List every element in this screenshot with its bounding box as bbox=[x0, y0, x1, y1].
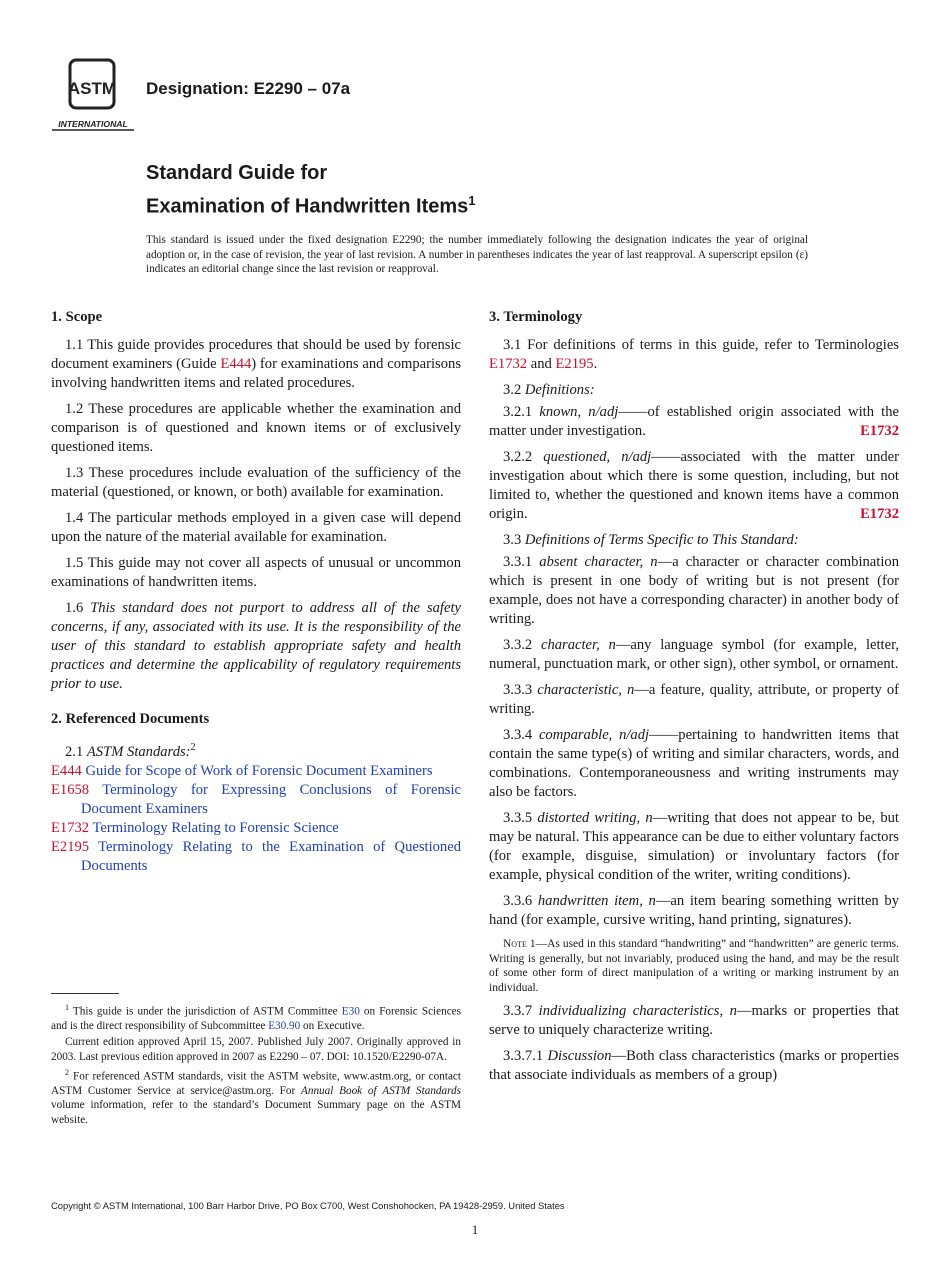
paragraph-1-2: 1.2 These procedures are applicable whether the examination and comparison is of questioned and known items or of exclusively questioned items. bbox=[51, 401, 461, 455]
definition-questioned bbox=[489, 448, 899, 524]
term: handwritten item, n bbox=[537, 893, 656, 909]
reference-code[interactable]: E444 bbox=[51, 762, 82, 779]
text: 3.2.2 bbox=[503, 449, 544, 465]
text: on Forensic Sciences and is the direct responsibility of Subcommittee bbox=[51, 1005, 461, 1033]
text: —a feature, quality, attribute, or property of writing. bbox=[489, 682, 899, 717]
definition-character bbox=[489, 636, 899, 674]
text: ——of established origin associated with the matter under investigation. bbox=[489, 404, 899, 439]
definition-comparable bbox=[489, 726, 899, 802]
definition-distorted-writing bbox=[489, 809, 899, 885]
text: This standard does not purport to address all of the safety concerns, if any, associated with its use. It is the responsibility of the user of this standard to establish appropriate safety and health practices and determine the applicability of regulatory requirements prior to use. bbox=[51, 600, 461, 692]
text: 3.3.2 bbox=[503, 637, 541, 653]
text: —an item bearing something written by hand (for example, cursive writing, hand printing, signatures). bbox=[489, 893, 899, 928]
text: 3.3.5 bbox=[503, 810, 538, 826]
discussion-3-3-7-1 bbox=[489, 1047, 899, 1085]
text: 3.1 For definitions of terms in this guide, refer to Terminologies bbox=[503, 337, 899, 353]
link-e1732[interactable]: E1732 bbox=[489, 356, 528, 372]
section-heading-terminology: 3. Terminology bbox=[489, 309, 583, 325]
footnote-mark: 1 bbox=[65, 1003, 69, 1012]
text: ASTM Standards: bbox=[86, 743, 191, 760]
reference-item[interactable] bbox=[51, 838, 461, 876]
definition-handwritten-item bbox=[489, 892, 899, 930]
definition-absent-character bbox=[489, 553, 899, 629]
footnote-mark: 2 bbox=[65, 1067, 69, 1077]
paragraph-1-4: 1.4 The particular methods employed in a given case will depend upon the nature of the material available for examination. bbox=[51, 510, 461, 545]
text: volume information, refer to the standard’s Document Summary page on the ASTM website. bbox=[51, 1099, 461, 1126]
right-column bbox=[489, 300, 899, 1092]
citation-e1732[interactable]: E1732 bbox=[860, 506, 899, 522]
text: 3.3.6 bbox=[503, 893, 538, 909]
term: known, n/adj bbox=[539, 404, 619, 420]
text: —a character or character combination which is present in one body of writing but is not present (for example, does not have a corresponding character) in another body of writing. bbox=[489, 554, 899, 627]
paragraph-1-3: 1.3 These procedures include evaluation of the sufficiency of the material (questioned, or known, or both) available for examination. bbox=[51, 465, 461, 500]
definition-known bbox=[489, 403, 899, 441]
term: comparable, n/adj bbox=[538, 727, 650, 743]
text: Annual Book of ASTM Standards bbox=[301, 1084, 461, 1097]
section-heading-referenced-documents: 2. Referenced Documents bbox=[51, 711, 210, 727]
citation-e1732[interactable]: E1732 bbox=[860, 423, 899, 439]
text: —Both class characteristics (marks or properties that associate individuals as members of a group) bbox=[489, 1048, 899, 1083]
text: . bbox=[593, 356, 598, 372]
link-e444[interactable]: E444 bbox=[220, 356, 252, 372]
footnote-2 bbox=[51, 1066, 461, 1127]
text: 3.3.7 bbox=[503, 1003, 539, 1019]
text: This guide is under the jurisdiction of ASTM Committee bbox=[69, 1005, 342, 1018]
text: 3.3.3 bbox=[503, 682, 538, 698]
reference-title[interactable]: Terminology for Expressing Conclusions of Forensic Document Examiners bbox=[81, 781, 461, 817]
logo-subtext: INTERNATIONAL bbox=[58, 119, 128, 129]
term: character, n bbox=[540, 637, 616, 653]
paragraph-3-1 bbox=[489, 336, 899, 374]
footnote-1 bbox=[51, 1001, 461, 1033]
reference-code[interactable]: E2195 bbox=[51, 838, 90, 855]
reference-code[interactable]: E1732 bbox=[51, 819, 90, 836]
left-column bbox=[51, 300, 461, 876]
text: 3.3 bbox=[503, 532, 525, 548]
logo-text: ASTM bbox=[67, 79, 117, 98]
text: 3.3.1 bbox=[503, 554, 540, 570]
text: —marks or properties that serve to uniquely characterize writing. bbox=[489, 1003, 899, 1038]
text: on Executive. bbox=[300, 1020, 365, 1033]
text: 3.3.7.1 bbox=[503, 1048, 548, 1064]
title-line-1: Standard Guide for bbox=[146, 162, 328, 184]
text: ) for examinations and comparisons involving handwritten items and related procedures. bbox=[51, 356, 461, 391]
paragraph-3-3 bbox=[489, 531, 899, 550]
footnote-divider bbox=[51, 993, 119, 994]
term: distorted writing, n bbox=[537, 810, 653, 826]
term: Discussion bbox=[547, 1048, 612, 1064]
copyright-notice: Copyright © ASTM International, 100 Barr Harbor Drive, PO Box C700, West Conshohocken, PA 19428-2959. United States bbox=[51, 1200, 565, 1211]
footnotes bbox=[51, 1001, 461, 1129]
reference-item[interactable] bbox=[51, 819, 461, 838]
definition-individualizing-characteristics bbox=[489, 1002, 899, 1040]
footnote-1-edition: Current edition approved April 15, 2007. Published July 2007. Originally approved in 2003. Last previous edition approved in 2007 as E2290 – 07. DOI: 10.1520/E2290-07A. bbox=[51, 1036, 461, 1063]
paragraph-1-5: 1.5 This guide may not cover all aspects of unusual or uncommon examinations of handwritten items. bbox=[51, 555, 461, 590]
text: 1.1 This guide provides procedures that should be used by forensic document examiners (Guide bbox=[51, 337, 461, 372]
reference-title[interactable]: Guide for Scope of Work of Forensic Document Examiners bbox=[81, 762, 433, 779]
astm-logo bbox=[52, 58, 134, 134]
text: —any language symbol (for example, letter, numeral, punctuation mark, or other sign), other symbol, or ornament. bbox=[489, 637, 899, 672]
reference-title[interactable]: Terminology Relating to Forensic Science bbox=[89, 819, 339, 836]
reference-title[interactable]: Terminology Relating to the Examination of Questioned Documents bbox=[81, 838, 461, 874]
title-line-2-text: Examination of Handwritten Items bbox=[146, 195, 469, 218]
term: absent character, n bbox=[539, 554, 658, 570]
text: ——associated with the matter under investigation about which there is some question, including, but not limited to, whether the questioned and known items have a common origin. bbox=[489, 449, 900, 522]
link-e30-90[interactable]: E30.90 bbox=[268, 1020, 301, 1033]
footnote-mark: 2 bbox=[190, 742, 196, 753]
link-e2195[interactable]: E2195 bbox=[555, 356, 594, 372]
section-heading-scope: 1. Scope bbox=[51, 309, 103, 325]
text: 1—As used in this standard “handwriting” and “handwritten” are generic terms. Writing is generally, but not invariably, produced using the hand, and may be the result of some other form of direct manipulation of a writing or marking instrument by an individual. bbox=[489, 938, 899, 994]
reference-item[interactable] bbox=[51, 762, 461, 781]
text: Definitions: bbox=[524, 382, 595, 398]
term: questioned, n/adj bbox=[543, 449, 652, 465]
text: 2.1 bbox=[65, 743, 87, 760]
note-label: Note bbox=[503, 938, 527, 950]
definition-characteristic bbox=[489, 681, 899, 719]
text: 3.3.4 bbox=[503, 727, 539, 743]
paragraph-1-1 bbox=[51, 336, 461, 393]
paragraph-3-2 bbox=[489, 381, 899, 400]
term: individualizing characteristics, n bbox=[538, 1003, 737, 1019]
text: 1.6 bbox=[65, 600, 91, 616]
link-e30[interactable]: E30 bbox=[341, 1005, 360, 1018]
paragraph-2-1 bbox=[51, 738, 461, 762]
reference-item[interactable] bbox=[51, 781, 461, 819]
page-number: 1 bbox=[471, 1222, 479, 1237]
text: —writing that does not appear to be, but may be natural. This appearance can be due to either voluntary factors (for example, disguise, simulation) or involuntary factors (for example, physical condition of the writer, writing conditions). bbox=[489, 810, 899, 883]
title-line-2 bbox=[146, 187, 476, 221]
reference-code[interactable]: E1658 bbox=[51, 781, 90, 798]
document-title bbox=[146, 160, 476, 221]
note-1 bbox=[489, 937, 899, 995]
term: characteristic, n bbox=[537, 682, 635, 698]
text: ——pertaining to handwritten items that contain the same type(s) of writing and similar characters, words, and combinations. Contemporaneousness and writing instruments may also be factors. bbox=[489, 727, 899, 800]
paragraph-1-6 bbox=[51, 599, 461, 694]
title-footnote-mark: 1 bbox=[468, 193, 476, 208]
text: Definitions of Terms Specific to This Standard: bbox=[524, 532, 799, 548]
text: 3.2 bbox=[503, 382, 525, 398]
text: and bbox=[527, 356, 556, 372]
designation: Designation: E2290 – 07a bbox=[146, 79, 351, 98]
astm-logo-graphic bbox=[52, 58, 134, 134]
text: 3.2.1 bbox=[503, 404, 540, 420]
issuance-statement: This standard is issued under the fixed designation E2290; the number immediately following the designation indicates the year of original adoption or, in the case of revision, the year of last revision. A number in parentheses indicates the year of last reapproval. A superscript epsilon (ε) indicates an editorial change since the last revision or reapproval. bbox=[146, 234, 808, 275]
text: For referenced ASTM standards, visit the ASTM website, www.astm.org, or contact ASTM Customer Service at service@astm.org. For bbox=[51, 1070, 461, 1097]
